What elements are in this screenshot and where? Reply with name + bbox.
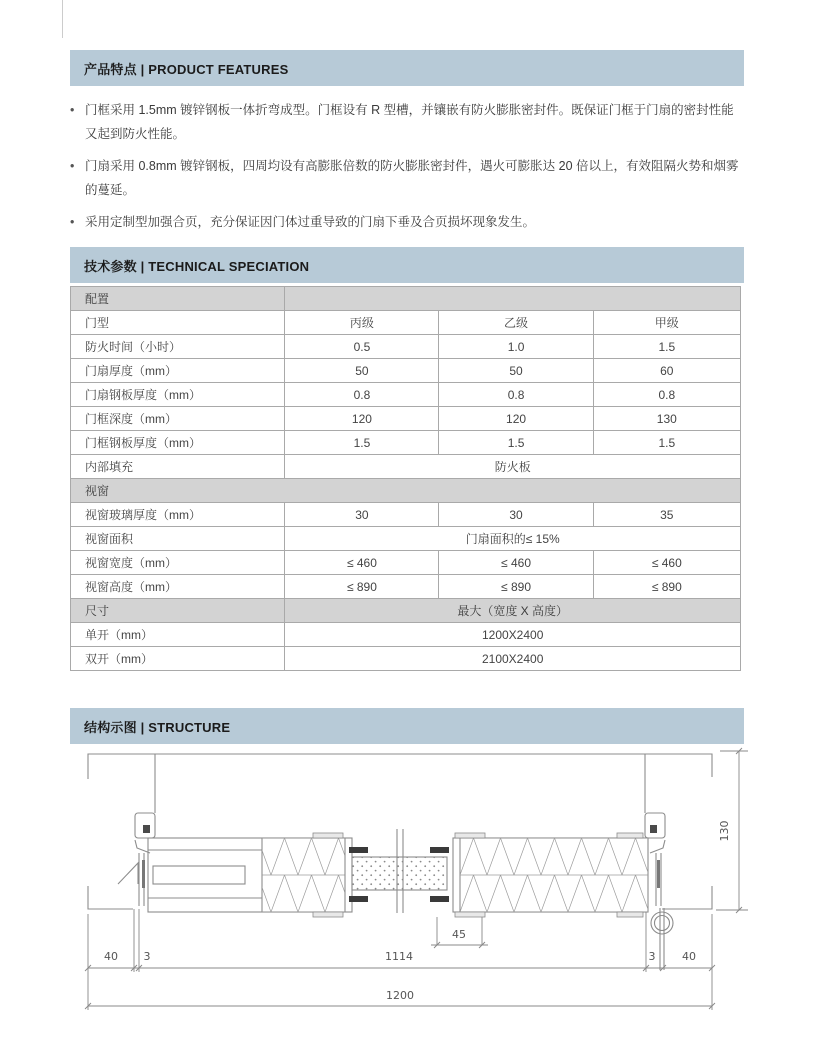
page-edge-line — [62, 0, 63, 38]
table-row — [71, 551, 741, 575]
table-row — [71, 287, 741, 311]
feature-bullet — [70, 98, 746, 146]
row-value: 丙级 — [285, 311, 439, 335]
row-value: 0.8 — [593, 383, 740, 407]
feature-bullet-list — [70, 98, 746, 242]
feature-text: 门框采用 1.5mm 镀锌钢板一体折弯成型。门框设有 R 型槽，并镶嵌有防火膨胀密封件。既保证门框于门扇的密封性能又起到防火性能。 — [85, 103, 734, 141]
section-title: 产品特点 | PRODUCT FEATURES — [84, 61, 289, 77]
table-row — [71, 575, 741, 599]
row-value: 120 — [439, 407, 593, 431]
row-label: 防火时间（小时） — [71, 335, 285, 359]
row-value: ≤ 460 — [285, 551, 439, 575]
frame-and-leaf-lines — [88, 754, 712, 970]
row-value: 1200X2400 — [285, 623, 741, 647]
feature-bullet — [70, 154, 746, 202]
door-leaf-left — [148, 838, 352, 912]
channel-seal-left — [142, 860, 145, 888]
table-row — [71, 623, 741, 647]
row-value: 50 — [439, 359, 593, 383]
core-board — [352, 857, 447, 890]
row-value: 1.0 — [439, 335, 593, 359]
table-row — [71, 527, 741, 551]
table-row — [71, 383, 741, 407]
row-value: 1.5 — [593, 335, 740, 359]
dim-label-left-3: 3 — [143, 950, 151, 963]
channel-seal-right — [657, 860, 660, 888]
structure-drawing — [70, 745, 760, 1042]
bullet-marker: • — [70, 159, 75, 173]
section-title: 结构示图 | STRUCTURE — [84, 719, 231, 735]
row-value: 50 — [285, 359, 439, 383]
dim-label-right-3: 3 — [648, 950, 656, 963]
table-row — [71, 311, 741, 335]
row-value: ≤ 890 — [439, 575, 593, 599]
dim-label-left-40: 40 — [104, 950, 118, 963]
table-row — [71, 407, 741, 431]
section-header-product-features — [70, 50, 744, 86]
row-label: 门框钢板厚度（mm） — [71, 431, 285, 455]
row-label: 门型 — [71, 311, 285, 335]
row-value: 30 — [439, 503, 593, 527]
section-header-technical-specs — [70, 247, 744, 283]
door-leaf-right — [453, 838, 648, 912]
row-value: 1.5 — [285, 431, 439, 455]
feature-bullet — [70, 210, 746, 234]
row-value: 门扇面积的≤ 15% — [285, 527, 741, 551]
row-value: 60 — [593, 359, 740, 383]
dim-label-1114: 1114 — [385, 950, 413, 963]
row-value: ≤ 460 — [439, 551, 593, 575]
hinge-pin-lines — [660, 908, 664, 970]
door-cross-section-svg — [70, 745, 760, 1037]
row-value: ≤ 890 — [285, 575, 439, 599]
section-title: 技术参数 | TECHNICAL SPECIATION — [84, 258, 310, 274]
table-row — [71, 455, 741, 479]
row-label: 视窗面积 — [71, 527, 285, 551]
row-value: 1.5 — [593, 431, 740, 455]
row-value: 防火板 — [285, 455, 741, 479]
section-label: 配置 — [71, 287, 285, 311]
section-label: 视窗 — [71, 479, 741, 503]
row-label: 视窗宽度（mm） — [71, 551, 285, 575]
table-row — [71, 479, 741, 503]
row-value: 35 — [593, 503, 740, 527]
insulation-hatch — [460, 838, 648, 912]
row-value: 130 — [593, 407, 740, 431]
section-label: 尺寸 — [71, 599, 285, 623]
dim-label-1200: 1200 — [386, 989, 414, 1002]
row-value: 0.8 — [285, 383, 439, 407]
row-value: 2100X2400 — [285, 647, 741, 671]
feature-text: 采用定制型加强合页，充分保证因门体过重导致的门扇下垂及合页损坏现象发生。 — [85, 215, 536, 229]
swing-indicator — [118, 863, 138, 884]
row-label: 门扇钢板厚度（mm） — [71, 383, 285, 407]
bullet-marker: • — [70, 215, 75, 229]
row-value: 乙级 — [439, 311, 593, 335]
row-label: 门扇厚度（mm） — [71, 359, 285, 383]
table-row — [71, 359, 741, 383]
row-value: 120 — [285, 407, 439, 431]
table-row — [71, 503, 741, 527]
dim-label-130: 130 — [718, 820, 731, 842]
dim-label-45: 45 — [452, 928, 466, 941]
row-value: ≤ 460 — [593, 551, 740, 575]
wall-bottom-right — [662, 886, 712, 909]
dim-label-right-40: 40 — [682, 950, 696, 963]
row-label: 单开（mm） — [71, 623, 285, 647]
wall-bottom-left — [88, 886, 133, 909]
table-row — [71, 647, 741, 671]
row-value: 0.8 — [439, 383, 593, 407]
row-value: 0.5 — [285, 335, 439, 359]
feature-text: 门扇采用 0.8mm 镀锌钢板，四周均设有高膨胀倍数的防火膨胀密封件，遇火可膨胀达 20 倍以上，有效阻隔火势和烟雾的蔓延。 — [85, 159, 739, 197]
row-label: 内部填充 — [71, 455, 285, 479]
row-value: 1.5 — [439, 431, 593, 455]
table-row — [71, 599, 741, 623]
r-groove-seal-left — [143, 825, 150, 833]
insulation-hatch — [262, 838, 345, 912]
r-groove-seal-right — [650, 825, 657, 833]
bullet-marker: • — [70, 103, 75, 117]
table-row — [71, 431, 741, 455]
wall-top-line — [88, 754, 712, 779]
row-label: 双开（mm） — [71, 647, 285, 671]
section-filler — [285, 287, 741, 311]
table-row — [71, 335, 741, 359]
technical-specs-table — [70, 286, 741, 671]
row-value: ≤ 890 — [593, 575, 740, 599]
row-label: 门框深度（mm） — [71, 407, 285, 431]
row-label: 视窗玻璃厚度（mm） — [71, 503, 285, 527]
section-value: 最大（宽度 X 高度） — [285, 599, 741, 623]
section-header-structure — [70, 708, 744, 744]
row-value: 甲级 — [593, 311, 740, 335]
lock-body — [153, 866, 245, 884]
row-value: 30 — [285, 503, 439, 527]
row-label: 视窗高度（mm） — [71, 575, 285, 599]
